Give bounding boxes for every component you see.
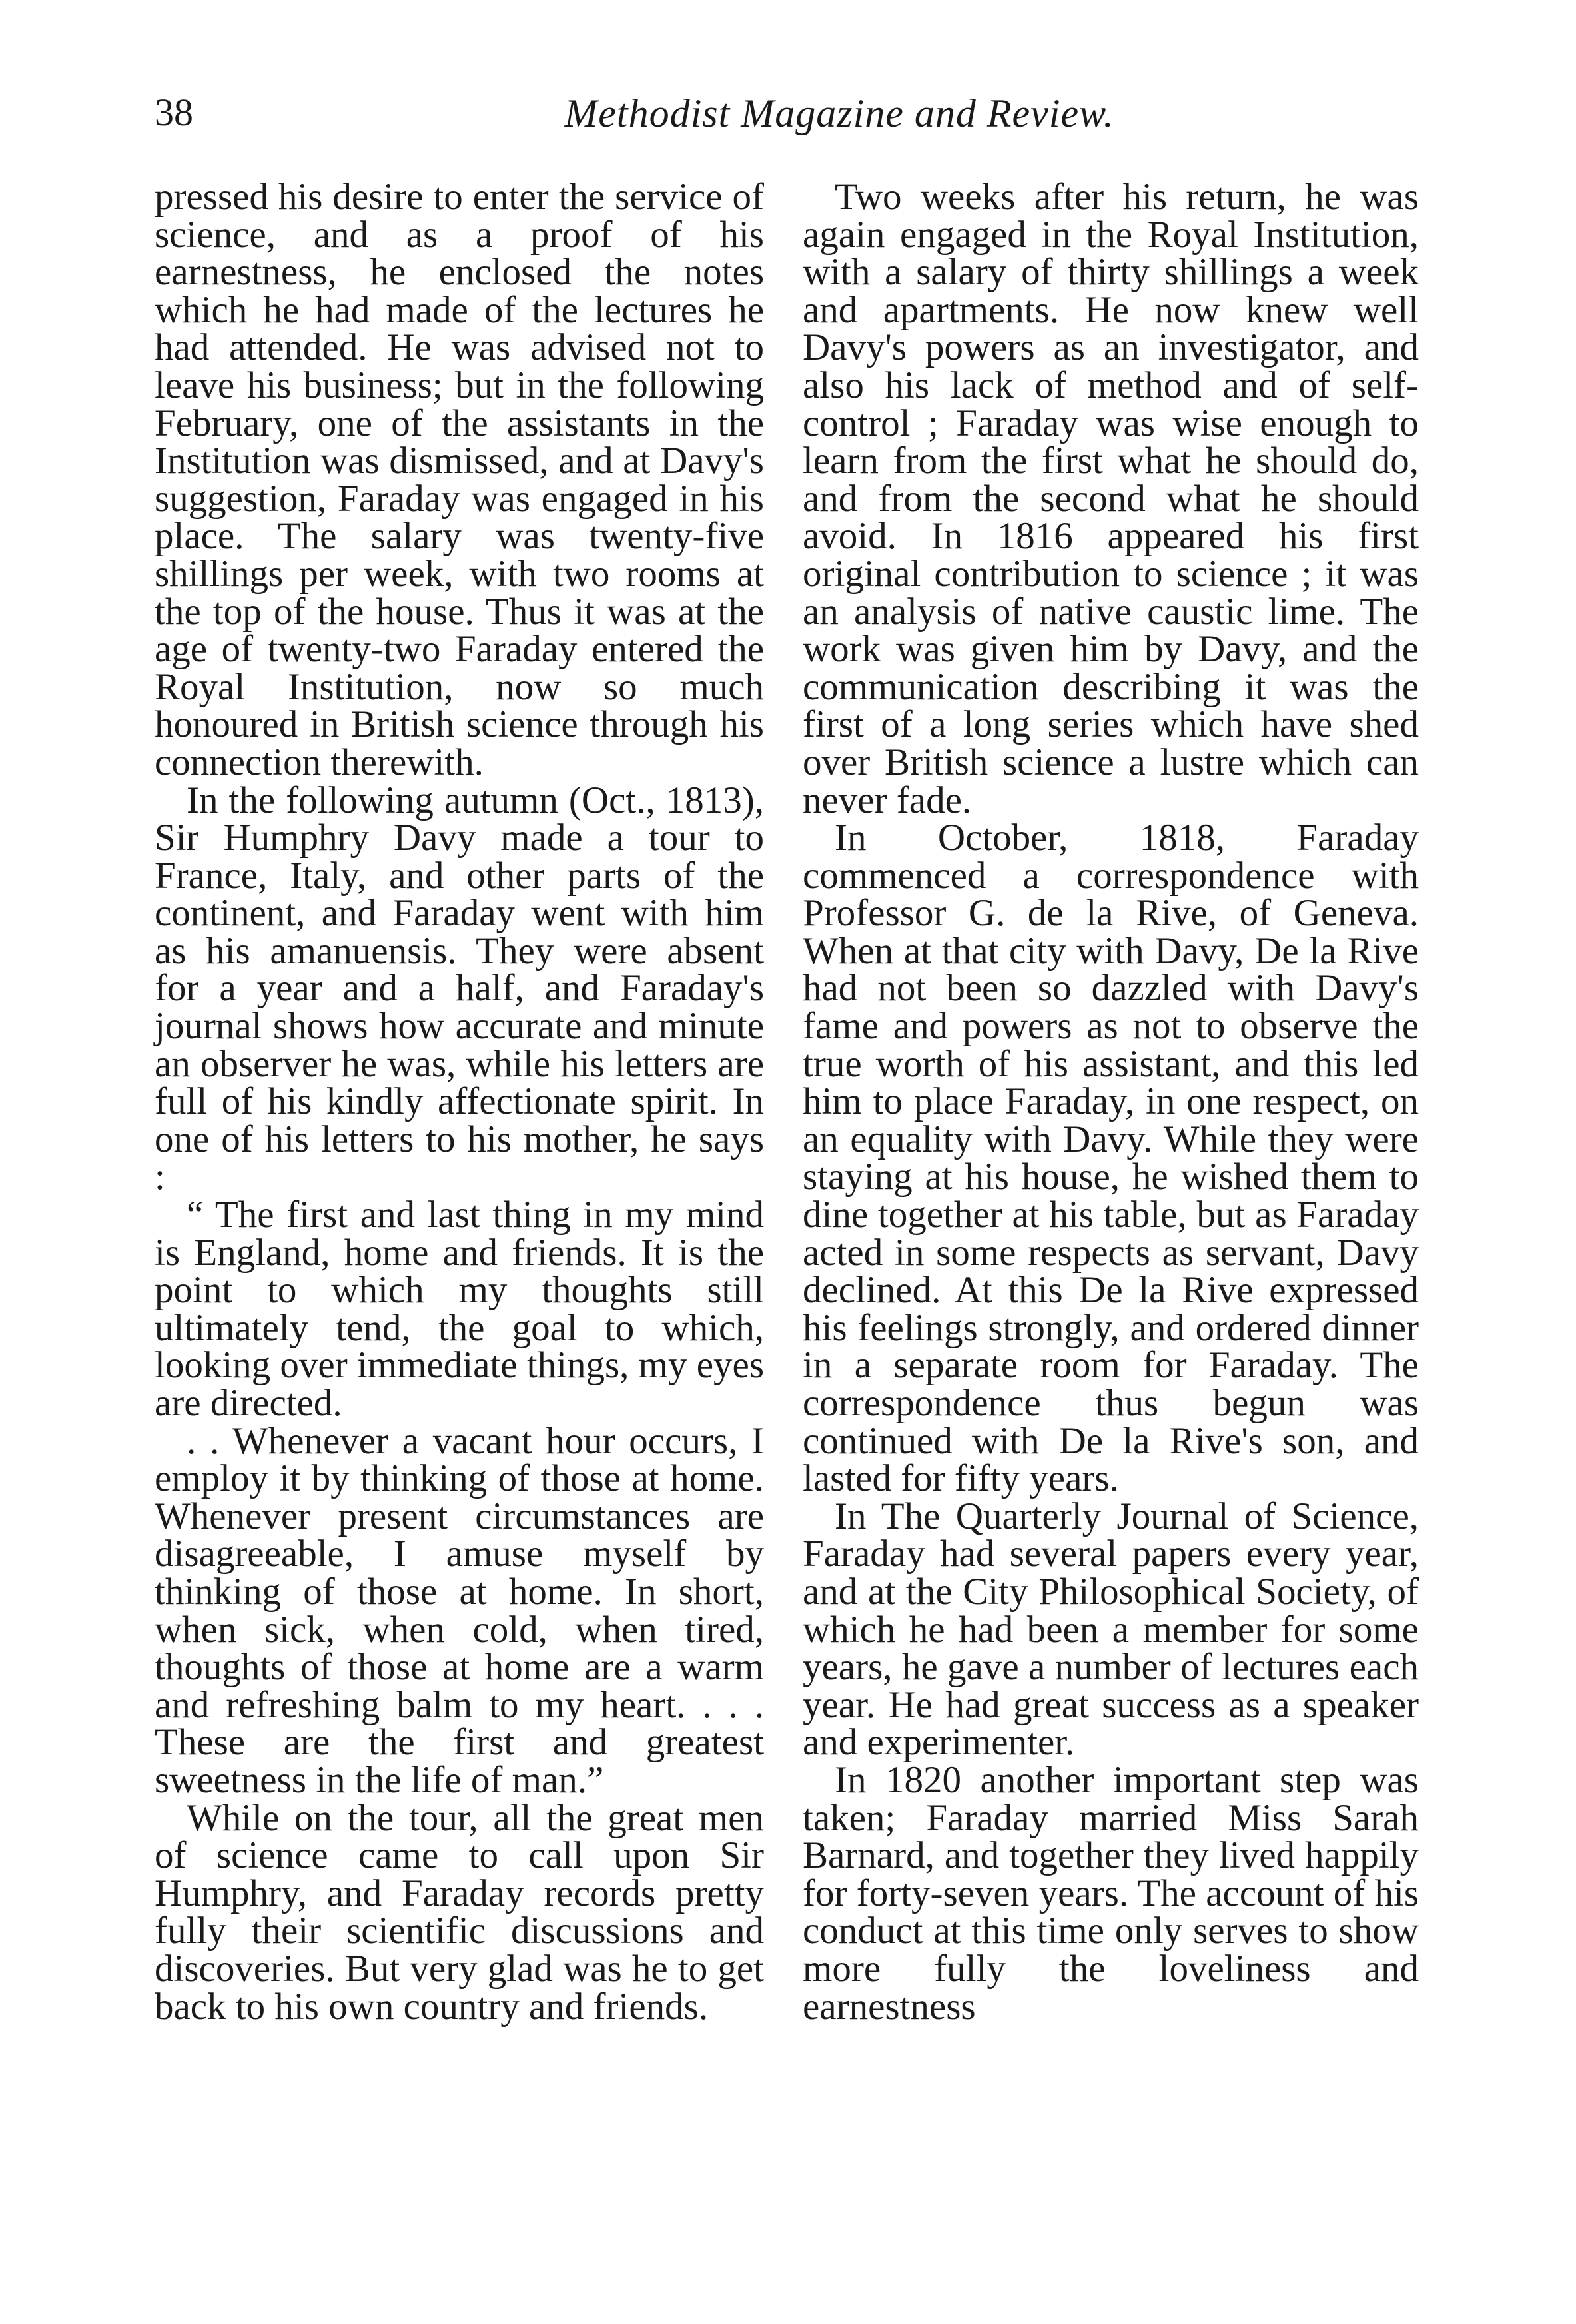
paragraph: In October, 1818, Faraday commenced a correspondence with Professor G. de la Rive, of Geneva. When at that city with Davy, De la Rive had not been so dazzled with Davy's fame and powers as not to observe the true worth of his assistant, and this led him to place Faraday, in one respect, on an equality with Davy. While they were staying at his house, he wished them to dine together at his table, but as Faraday acted in some respects as servant, Davy declined. At this De la Rive expressed his feelings strongly, and ordered dinner in a separate room for Faraday. The correspondence thus begun was continued with De la Rive's son, and lasted for fifty years. (803, 817, 1419, 1500)
paragraph: While on the tour, all the great men of science came to call upon Sir Humphry, and Faraday records pretty fully their scientific discussions and discoveries. But very glad was he to get back to his own country and friends. (155, 1796, 764, 2028)
paragraph: In The Quarterly Journal of Science, Faraday had several papers every year, and at the City Philosophical Society, of which he had been a member for some years, he gave a number of lectures each year. He had great success as a speaker and experimenter. (803, 1495, 1419, 1764)
quotation-paragraph: . . Whenever a vacant hour occurs, I employ it by thinking of those at home. Whenever present circumstances are disagreeable, I amuse myself by thinking of those at home. In short, when sick, when cold, when tired, thoughts of those at home are a warm and refreshing balm to my heart. . . . These are the first and greatest sweetness in the life of man.” (155, 1419, 764, 1801)
quotation-paragraph: “ The first and last thing in my mind is England, home and friends. It is the point to which my thoughts still ultimately tend, the goal to which, looking over immediate things, my eyes are directed. (155, 1194, 765, 1424)
right-column (803, 176, 1419, 2028)
running-title: Methodist Magazine and Review. (564, 91, 1114, 135)
paragraph: In 1820 another important step was taken; Faraday married Miss Sarah Barnard, and together they lived happily for forty-seven years. The account of his conduct at this time only serves to show more fully the loveliness and earnestness (803, 1758, 1419, 2028)
paragraph: In the following autumn (Oct., 1813), Sir Humphry Davy made a tour to France, Italy, and other parts of the continent, and Faraday went with him as his amanuensis. They were absent for a year and a half, and Faraday's journal shows how accurate and minute an observer he was, while his letters are full of his kindly affectionate spirit. In one of his letters to his mother, he says : (155, 779, 764, 1198)
page-number: 38 (155, 91, 193, 134)
paragraph: pressed his desire to enter the service of science, and as a proof of his earnestness, he enclosed the notes which he had made of the lectures he had attended. He was advised not to leave his business; but in the following February, one of the assistants in the Institution was dismissed, and at Davy's suggestion, Faraday was engaged in his place. The salary was twenty-five shillings per week, with two rooms at the top of the house. Thus it was at the age of twenty-two Faraday entered the Royal Institution, now so much honoured in British science through his connection therewith. (155, 176, 764, 783)
paragraph: Two weeks after his return, he was again engaged in the Royal Institution, with a salary of thirty shillings a week and apartments. He now knew well Davy's powers as an investigator, and also his lack of method and of self-control ; Faraday was wise enough to learn from the first what he should do, and from the second what he should avoid. In 1816 appeared his first original contribution to science ; it was an analysis of native caustic lime. The work was given him by Davy, and the communication describing it was the first of a long series which have shed over British science a lustre which can never fade. (803, 176, 1419, 821)
left-column (155, 176, 765, 2028)
